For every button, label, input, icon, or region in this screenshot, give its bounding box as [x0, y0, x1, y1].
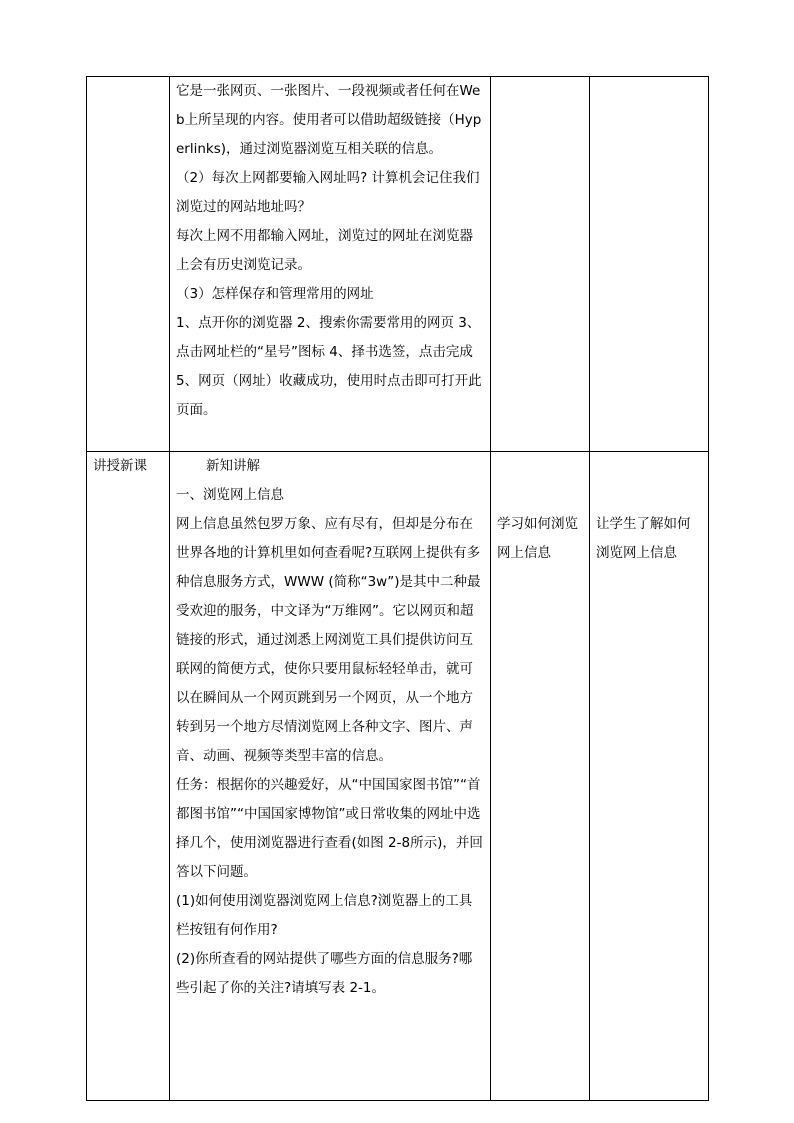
paragraph: (2)你所查看的网站提供了哪些方面的信息服务?哪些引起了你的关注?请填写表 2-1。 [176, 951, 473, 996]
lesson-plan-table [86, 76, 709, 1101]
paragraph: 任务：根据你的兴趣爱好，从“中国国家图书馆”“首都图书馆”“中国国家博物馆”或日常收集的网址中选择几个，使用浏览器进行查看(如图 2-8所示)，并回答以下问题。 [176, 777, 483, 880]
paragraph: (1)如何使用浏览器浏览网上信息?浏览器上的工具栏按钮有何作用? [176, 893, 473, 938]
design-intent-cell: 让学生了解如何浏览网上信息 [590, 452, 709, 1101]
design-intent-cell [590, 77, 709, 452]
content-cell [170, 77, 491, 452]
paragraph: 它是一张网页、一张图片、一段视频或者任何在Web上所呈现的内容。使用者可以借助超级链接（Hyperlinks)，通过浏览器浏览互相关联的信息。 [176, 83, 482, 157]
stage-cell: 讲授新课 [87, 452, 170, 1101]
paragraph: 网上信息虽然包罗万象、应有尽有，但却是分布在世界各地的计算机里如何查看呢?互联网上提供有多种信息服务方式，WWW (简称“3w”)是其中二种最受欢迎的服务，中文译为“万维网”。它以网页和超链接的形式，通过浏悉上网浏览工具们提供访问互联网的简便方式，使你只要用鼠标轻轻单击，就可以在瞬间从一个网页跳到另一个网页，从一个地方转到另一个地方尽情浏览网上各种文字、图片、声音、动画、视频等类型丰富的信息。 [176, 516, 481, 764]
paragraph: （2）每次上网都要输入网址吗? 计算机会记住我们浏览过的网站地址吗？ [176, 170, 480, 215]
subheading: 一、浏览网上信息 [176, 487, 284, 503]
student-activity-cell: 学习如何浏览网上信息 [491, 452, 590, 1101]
table-row [87, 452, 709, 1101]
paragraph: （3）怎样保存和管理常用的网址 [176, 286, 374, 302]
table-row [87, 77, 709, 452]
paragraph: 1、点开你的浏览器 2、搜索你需要常用的网页 3、点击网址栏的“星号”图标 4、择书选签，点击完成 5、网页（网址）收藏成功，使用时点击即可打开此页面。 [176, 315, 482, 418]
section-heading: 新知讲解 [206, 458, 260, 474]
stage-cell [87, 77, 170, 452]
paragraph: 每次上网不用都输入网址，浏览过的网址在浏览器上会有历史浏览记录。 [176, 228, 473, 273]
content-cell [170, 452, 491, 1101]
student-activity-cell [491, 77, 590, 452]
